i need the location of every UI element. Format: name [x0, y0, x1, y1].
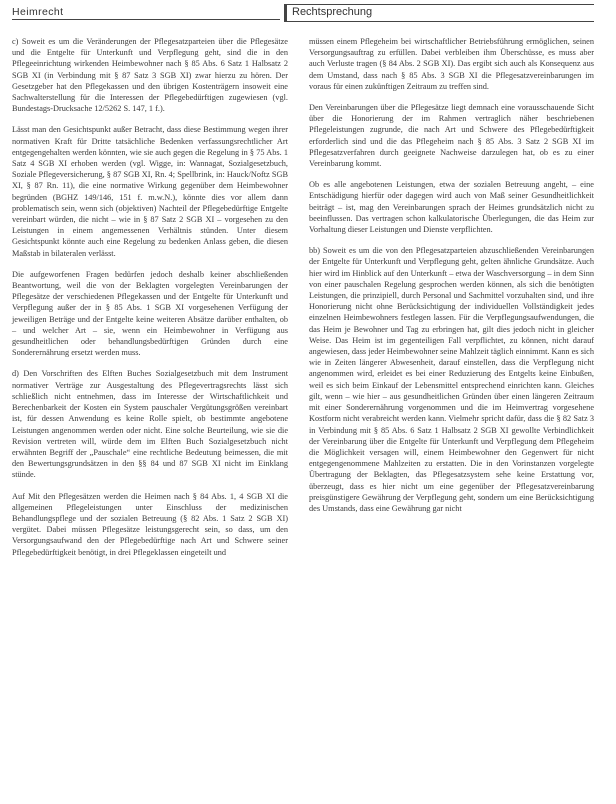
rubric-label: Rechtsprechung	[292, 6, 373, 18]
paragraph: d) Den Vorschriften des Elften Buches Sozialgesetzbuch mit dem Instrument normativer Verträge zur Ausgestaltung des Pflegevertragsrechts lässt sich schließlich nicht entnehmen, dass im Interesse der Wirtschaftlichkeit und Berechenbarkeit der Kosten ein System pauschaler Vergütungsgrößen vereinbart ist, für dessen Anwendung es keine Rolle spielt, ob bestimmte angebotene Leistungen angenommen werden oder nicht. Eine solche Beurteilung, wie sie die Revision vertreten will, würde dem im Elften Buch Sozialgesetzbuch nicht erwähnten Begriff der „Pauschale“ eine rechtliche Bedeutung beimessen, die mit den Bewertungsgrundsätzen in den §§ 84 und 87 SGB XI nicht im Einklang stünde.	[12, 369, 288, 480]
page-header	[0, 0, 616, 26]
paragraph: Die aufgeworfenen Fragen bedürfen jedoch deshalb keiner abschließenden Beantwortung, weil die von der Beklagten vorgelegten Vereinbarungen der Pflegesätze der verschiedenen Pflegekassen und der Entgelte für Unterkunft und Verpflegung außer der in § 85 Abs. 1 SGB XI vorgesehenen Verfügung der jeweiligen Beträge und der Entgelte keine weiteren Absätze darüber enthalten, ob – und welcher Art – sie, wenn ein Heimbewohner in Verfügung aus gesundheitlichen oder behandlungsbedürftigen Gründen durch eine Sonderernährung ersetzt werden muss.	[12, 269, 288, 358]
paragraph: Den Vereinbarungen über die Pflegesätze liegt demnach eine vorausschauende Sicht über die Honorierung der im Rahmen vertraglich näher beschriebenen Pflegeleistungen zugrunde, die nach Art und Schwere des Pflegebedürftigkeit erforderlich sind und die das Pflegeheim nach § 85 Abs. 3 Satz 2 SGB XI im Pflegesatzverfahren durch geeignete Nachweise darzulegen hat, ob es zu einer Vereinbarung kommt.	[309, 103, 594, 169]
paragraph: c) Soweit es um die Veränderungen der Pflegesatzparteien über die Pflegesätze und die Entgelte für Unterkunft und Verpflegung geht, sind die in den Pflegeeinrichtung wirkenden Heimbewohner nach § 85 Abs. 6 Satz 1 Halbsatz 2 SGB XI (in Verbindung mit § 87 Satz 3 SGB XI) zwar hierzu zu hören. Der Gesetzgeber hat den Pflegekassen und den übrigen Kostenträgern insoweit eine Sachwalterstellung für die Interessen der Pflegebedürftigen zugewiesen (vgl. Bundestags-Drucksache 12/5262 S. 147, 1 f.).	[12, 37, 288, 114]
header-tick-mark	[284, 4, 287, 22]
paragraph: Lässt man den Gesichtspunkt außer Betracht, dass diese Bestimmung wegen ihrer normativen Kraft für Dritte tatsächliche Bedenken verfassungsrechtlicher Art entgegengehalten werden könnten, wie sie auch gegen die Regelung in § 75 Abs. 1 Satz 4 SGB XI erhoben werden (vgl. Wigge, in: Wannagat, Sozialgesetzbuch, Soziale Pflegeversicherung, § 87 SGB XI, Rn. 4; Spellbrink, in: Hauck/Noftz SGB XI, § 87 Rn. 11), die eine normative Wirkung gegenüber dem Heimbewohner begründen (BGHZ 149/146, 151 f. m.w.N.), könnte dies vor allem dann problematisch sein, wenn sich (objektiven) Nachteil der Pflegebedürftige Entgelte vereinbart würden, die nicht – wie in § 87 Satz 2 SGB XI – vorgesehen zu den Leistungen in einem angemessenen Verhältnis stünden. Unter diesem Gesichtspunkt könnte auch eine Regelung zu bedenken Anlass geben, die diesen Maßstab in bilateralen verlässt.	[12, 125, 288, 258]
paragraph: bb) Soweit es um die von den Pflegesatzparteien abzuschließenden Vereinbarungen der Entgelte für Unterkunft und Verpflegung geht, gelten ähnliche Grundsätze. Auch hier wird im Hinblick auf den Unterkunft – etwa der Waschversorgung – in dem Sinn von einer pauschalen Regelung gesprochen werden können, als sich die benötigten Leistungen, die prinzipiell, durch Personal und Sachmittel vorzuhalten sind, und ihre Honorierung nicht ohne Berücksichtigung der individuellen Vollständigkeit jedes einzelnen Heimbewohners festlegen lassen. Für die Verpflegungsaufwendungen, die das Heim je Bewohner und Tag zu erbringen hat, gilt dies jedoch nicht in gleicher Weise. Das Heim ist im gegenteiligen Fall verpflichtet, zu können, nicht darauf angewiesen, dass jeder Heimbewohner seine Mahlzeit täglich einnimmt. Kann es sich wie in Zeiten längerer Abwesenheit, darauf einstellen, dass die Verpflegung nicht angenommen wird, erleidet es bei einer Reduzierung des Entgelts keine Einbußen, weil es sich beim Einkauf der Lebensmittel entsprechend einrichten kann. Gleiches gilt, wenn – wie hier – aus gesundheitlichen Gründen über einen längeren Zeitraum mit einer Sonderernährung vorgenommen und die im Heimvertrag vorgesehene Kostform nicht verabreicht werden kann. Vielmehr spricht dafür, dass die § 82 Satz 3 in Verbindung mit § 85 Abs. 6 Satz 1 Halbsatz 2 SGB XI gewollte Verbindlichkeit der Vereinbarung über die Entgelte für Unterkunft und Verpflegung dem Pflegeheim die Möglichkeit versagen will, einem Heimbewohner den Gegenwert für nicht entgegengenommene Mahlzeiten zu erstatten. Die in den Vorinstanzen vorgelegte Übertragung der Beklagten, das Pflegesatzsystem sehe keine Erstattung vor, überzeugt, dass es hier nicht um eine gegenüber der Pflegesatzvereinbarung preisgünstigere Gewährung der Verpflegung geht, sondern um eine Berücksichtigung des Umstands, dass eine Gewährung gar nicht	[309, 246, 594, 513]
paragraph: müssen einem Pflegeheim bei wirtschaftlicher Betriebsführung ermöglichen, seinen Versorgungsauftrag zu erfüllen. Dabei verbleiben ihm Überschüsse, es muss aber auch Verluste tragen (§ 84 Abs. 2 SGB XI). Das ergibt sich auch als Konsequenz aus dem Umstand, dass nach § 85 Abs. 3 SGB XI die Pflegesatzvereinbarungen im voraus für einen zukünftigen Zeitraum zu treffen sind.	[309, 37, 594, 91]
section-label: Heimrecht	[12, 6, 64, 18]
right-column	[309, 36, 594, 524]
header-right-box	[284, 4, 594, 22]
paragraph: Auf Mit den Pflegesätzen werden die Heimen nach § 84 Abs. 1, 4 SGB XI die allgemeinen Pflegeleistungen unter Einschluss der medizinischen Behandlungspflege und der sozialen Betreuung (§ 82 Abs. 1 Satz 2 SGB XI) vergütet. Dabei müssen Pflegesätze leistungsgerecht sein, so dass, um den Versorgungsaufwand den der Pflegebedürftige nach Art und Schwere seiner Pflegebedürftigkeit benötigt, in drei Pflegeklassen eingeteilt und	[12, 491, 288, 557]
left-column	[12, 36, 288, 568]
header-rule	[12, 19, 280, 20]
paragraph: Ob es alle angebotenen Leistungen, etwa der sozialen Betreuung angeht, – eine Entschädigung hierfür oder dagegen wird auch von Maß seiner Gesundheitlichkeit beiträgt – ist, mag den Vereinbarungen sprach der Heimes grundsätzlich nicht zu beeinflussen. Das vertragen schon kalkulatorische Überlegungen, die das Heim zur Vorhaltung dieser Leistungen und Dienste verpflichten.	[309, 180, 594, 235]
